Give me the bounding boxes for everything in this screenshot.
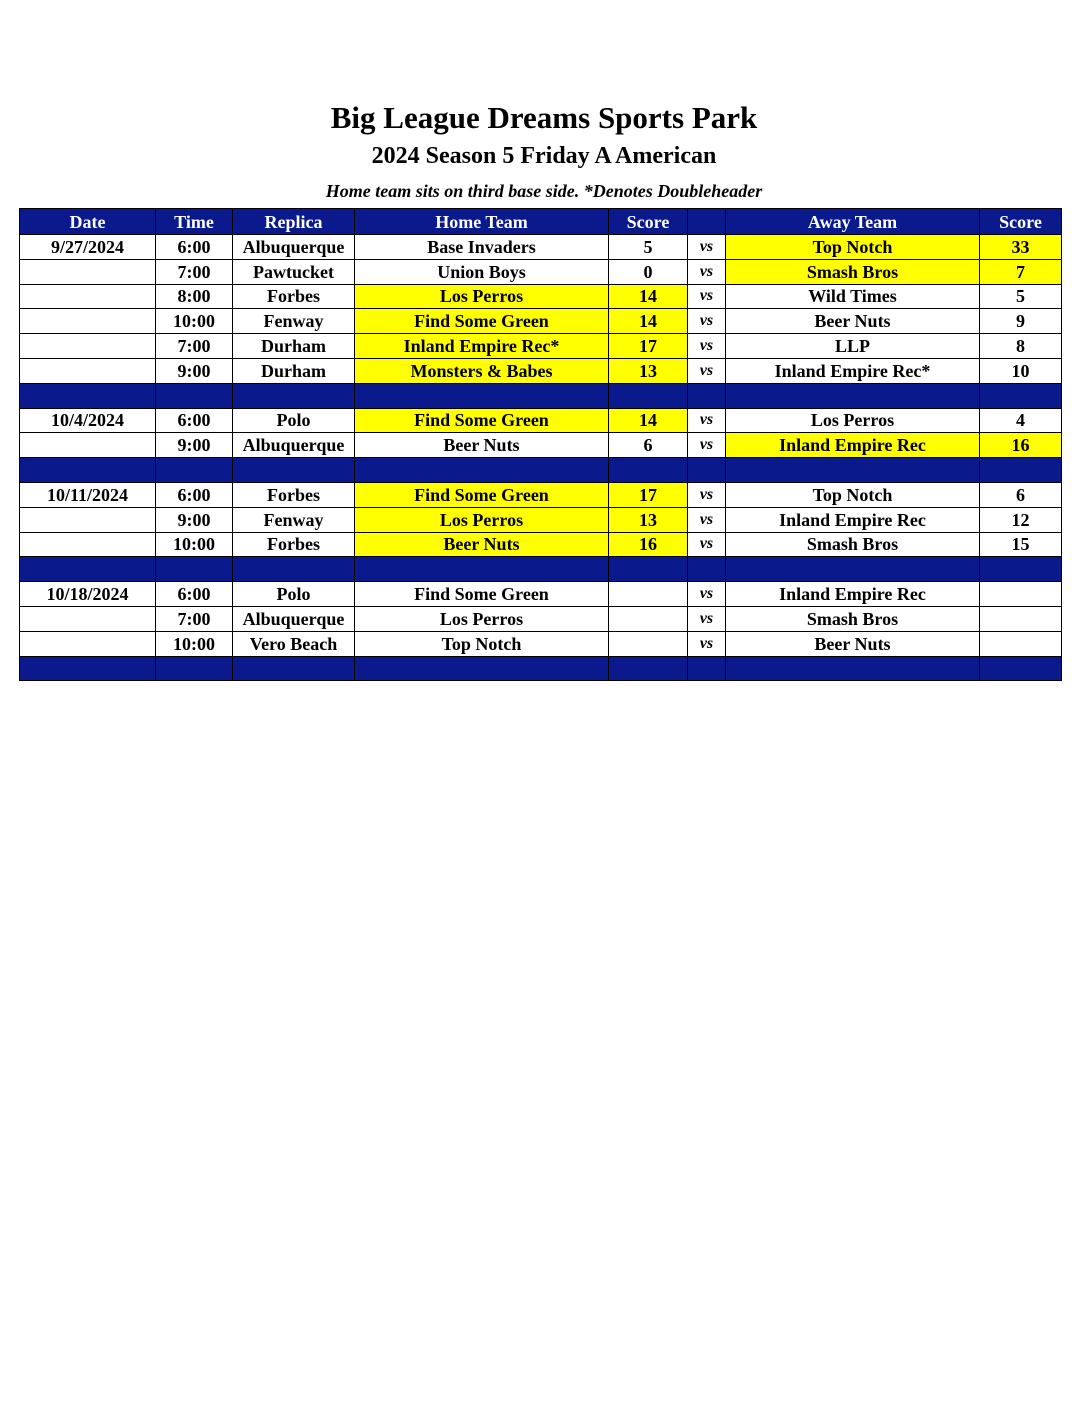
away-score-cell: 7 — [980, 259, 1062, 284]
home-team-cell: Find Some Green — [355, 408, 609, 433]
home-team-cell: Base Invaders — [355, 235, 609, 260]
home-score-cell: 13 — [609, 507, 688, 532]
time-cell: 9:00 — [156, 507, 233, 532]
home-score-cell — [609, 631, 688, 656]
separator-cell — [355, 557, 609, 582]
separator-cell — [233, 656, 355, 681]
home-score-cell: 5 — [609, 235, 688, 260]
replica-cell: Albuquerque — [233, 235, 355, 260]
separator-cell — [156, 458, 233, 483]
separator-cell — [233, 383, 355, 408]
schedule-body — [20, 235, 1062, 681]
separator-cell — [233, 458, 355, 483]
separator-cell — [609, 458, 688, 483]
replica-cell: Vero Beach — [233, 631, 355, 656]
away-team-cell: Inland Empire Rec — [726, 582, 980, 607]
schedule-table — [19, 208, 1062, 681]
replica-cell: Albuquerque — [233, 606, 355, 631]
away-score-cell: 33 — [980, 235, 1062, 260]
separator-cell — [609, 383, 688, 408]
vs-label: vs — [688, 309, 726, 334]
section-separator-row — [20, 458, 1062, 483]
date-cell — [20, 507, 156, 532]
date-cell — [20, 358, 156, 383]
separator-cell — [688, 557, 726, 582]
table-row — [20, 358, 1062, 383]
time-cell: 10:00 — [156, 631, 233, 656]
time-cell: 7:00 — [156, 606, 233, 631]
home-score-cell — [609, 582, 688, 607]
separator-cell — [20, 557, 156, 582]
vs-label: vs — [688, 358, 726, 383]
time-cell: 8:00 — [156, 284, 233, 309]
table-row — [20, 284, 1062, 309]
table-row — [20, 606, 1062, 631]
date-cell: 9/27/2024 — [20, 235, 156, 260]
schedule-note: Home team sits on third base side. *Denotes Doubleheader — [325, 181, 763, 201]
col-header-date: Date — [20, 209, 156, 235]
table-row — [20, 309, 1062, 334]
home-score-cell: 16 — [609, 532, 688, 557]
vs-label: vs — [688, 259, 726, 284]
vs-label: vs — [688, 433, 726, 458]
vs-label: vs — [688, 532, 726, 557]
away-team-cell: Inland Empire Rec — [726, 433, 980, 458]
section-separator-row — [20, 656, 1062, 681]
home-team-cell: Beer Nuts — [355, 532, 609, 557]
separator-cell — [688, 383, 726, 408]
home-score-cell: 17 — [609, 334, 688, 359]
date-cell — [20, 631, 156, 656]
page-subtitle: 2024 Season 5 Friday A American — [371, 143, 717, 169]
home-score-cell: 0 — [609, 259, 688, 284]
separator-cell — [609, 557, 688, 582]
date-cell: 10/4/2024 — [20, 408, 156, 433]
away-score-cell: 16 — [980, 433, 1062, 458]
separator-cell — [726, 656, 980, 681]
separator-cell — [980, 383, 1062, 408]
away-score-cell: 9 — [980, 309, 1062, 334]
table-row — [20, 532, 1062, 557]
home-team-cell: Los Perros — [355, 606, 609, 631]
time-cell: 10:00 — [156, 309, 233, 334]
vs-label: vs — [688, 606, 726, 631]
time-cell: 6:00 — [156, 408, 233, 433]
replica-cell: Albuquerque — [233, 433, 355, 458]
separator-cell — [20, 458, 156, 483]
table-row — [20, 334, 1062, 359]
away-score-cell: 10 — [980, 358, 1062, 383]
home-team-cell: Inland Empire Rec* — [355, 334, 609, 359]
home-team-cell: Los Perros — [355, 507, 609, 532]
home-score-cell: 13 — [609, 358, 688, 383]
col-header-home-team: Home Team — [355, 209, 609, 235]
time-cell: 7:00 — [156, 334, 233, 359]
time-cell: 6:00 — [156, 482, 233, 507]
date-cell: 10/11/2024 — [20, 482, 156, 507]
table-row — [20, 631, 1062, 656]
replica-cell: Forbes — [233, 532, 355, 557]
vs-label: vs — [688, 235, 726, 260]
replica-cell: Fenway — [233, 309, 355, 334]
date-cell — [20, 334, 156, 359]
date-cell — [20, 259, 156, 284]
date-cell — [20, 606, 156, 631]
col-header-away-score: Score — [980, 209, 1062, 235]
away-score-cell — [980, 582, 1062, 607]
table-row — [20, 259, 1062, 284]
replica-cell: Durham — [233, 334, 355, 359]
section-separator-row — [20, 383, 1062, 408]
col-header-away-team: Away Team — [726, 209, 980, 235]
replica-cell: Fenway — [233, 507, 355, 532]
time-cell: 10:00 — [156, 532, 233, 557]
date-cell: 10/18/2024 — [20, 582, 156, 607]
replica-cell: Durham — [233, 358, 355, 383]
home-team-cell: Find Some Green — [355, 482, 609, 507]
replica-cell: Polo — [233, 582, 355, 607]
away-team-cell: Beer Nuts — [726, 309, 980, 334]
home-team-cell: Los Perros — [355, 284, 609, 309]
home-team-cell: Monsters & Babes — [355, 358, 609, 383]
away-team-cell: Smash Bros — [726, 532, 980, 557]
separator-cell — [355, 656, 609, 681]
separator-cell — [980, 458, 1062, 483]
away-team-cell: Smash Bros — [726, 259, 980, 284]
home-score-cell: 14 — [609, 309, 688, 334]
table-row — [20, 433, 1062, 458]
away-score-cell: 12 — [980, 507, 1062, 532]
section-separator-row — [20, 557, 1062, 582]
vs-label: vs — [688, 408, 726, 433]
separator-cell — [156, 557, 233, 582]
away-score-cell: 4 — [980, 408, 1062, 433]
separator-cell — [980, 557, 1062, 582]
home-team-cell: Find Some Green — [355, 309, 609, 334]
separator-cell — [726, 383, 980, 408]
replica-cell: Polo — [233, 408, 355, 433]
away-score-cell: 8 — [980, 334, 1062, 359]
replica-cell: Forbes — [233, 482, 355, 507]
vs-label: vs — [688, 582, 726, 607]
col-header-time: Time — [156, 209, 233, 235]
away-score-cell — [980, 631, 1062, 656]
separator-cell — [156, 383, 233, 408]
away-score-cell — [980, 606, 1062, 631]
separator-cell — [355, 383, 609, 408]
away-score-cell: 5 — [980, 284, 1062, 309]
home-team-cell: Union Boys — [355, 259, 609, 284]
home-score-cell: 6 — [609, 433, 688, 458]
vs-label: vs — [688, 507, 726, 532]
away-team-cell: Inland Empire Rec — [726, 507, 980, 532]
away-team-cell: LLP — [726, 334, 980, 359]
time-cell: 9:00 — [156, 358, 233, 383]
away-team-cell: Top Notch — [726, 235, 980, 260]
vs-label: vs — [688, 334, 726, 359]
home-score-cell: 14 — [609, 408, 688, 433]
separator-cell — [688, 458, 726, 483]
home-score-cell: 14 — [609, 284, 688, 309]
vs-label: vs — [688, 482, 726, 507]
table-row — [20, 408, 1062, 433]
home-team-cell: Find Some Green — [355, 582, 609, 607]
time-cell: 7:00 — [156, 259, 233, 284]
away-team-cell: Top Notch — [726, 482, 980, 507]
home-score-cell — [609, 606, 688, 631]
home-score-cell: 17 — [609, 482, 688, 507]
time-cell: 6:00 — [156, 582, 233, 607]
vs-label: vs — [688, 631, 726, 656]
date-cell — [20, 309, 156, 334]
table-row — [20, 582, 1062, 607]
separator-cell — [726, 557, 980, 582]
date-cell — [20, 433, 156, 458]
col-header-vs — [688, 209, 726, 235]
table-row — [20, 235, 1062, 260]
away-score-cell: 15 — [980, 532, 1062, 557]
page-title: Big League Dreams Sports Park — [330, 100, 758, 135]
time-cell: 6:00 — [156, 235, 233, 260]
separator-cell — [980, 656, 1062, 681]
replica-cell: Pawtucket — [233, 259, 355, 284]
separator-cell — [688, 656, 726, 681]
vs-label: vs — [688, 284, 726, 309]
away-team-cell: Smash Bros — [726, 606, 980, 631]
table-row — [20, 507, 1062, 532]
separator-cell — [726, 458, 980, 483]
home-team-cell: Beer Nuts — [355, 433, 609, 458]
replica-cell: Forbes — [233, 284, 355, 309]
col-header-replica: Replica — [233, 209, 355, 235]
col-header-home-score: Score — [609, 209, 688, 235]
separator-cell — [233, 557, 355, 582]
away-team-cell: Los Perros — [726, 408, 980, 433]
date-cell — [20, 284, 156, 309]
separator-cell — [20, 656, 156, 681]
separator-cell — [609, 656, 688, 681]
away-team-cell: Beer Nuts — [726, 631, 980, 656]
home-team-cell: Top Notch — [355, 631, 609, 656]
separator-cell — [156, 656, 233, 681]
table-row — [20, 482, 1062, 507]
away-team-cell: Inland Empire Rec* — [726, 358, 980, 383]
separator-cell — [355, 458, 609, 483]
away-score-cell: 6 — [980, 482, 1062, 507]
header-row — [20, 209, 1062, 235]
date-cell — [20, 532, 156, 557]
away-team-cell: Wild Times — [726, 284, 980, 309]
time-cell: 9:00 — [156, 433, 233, 458]
separator-cell — [20, 383, 156, 408]
